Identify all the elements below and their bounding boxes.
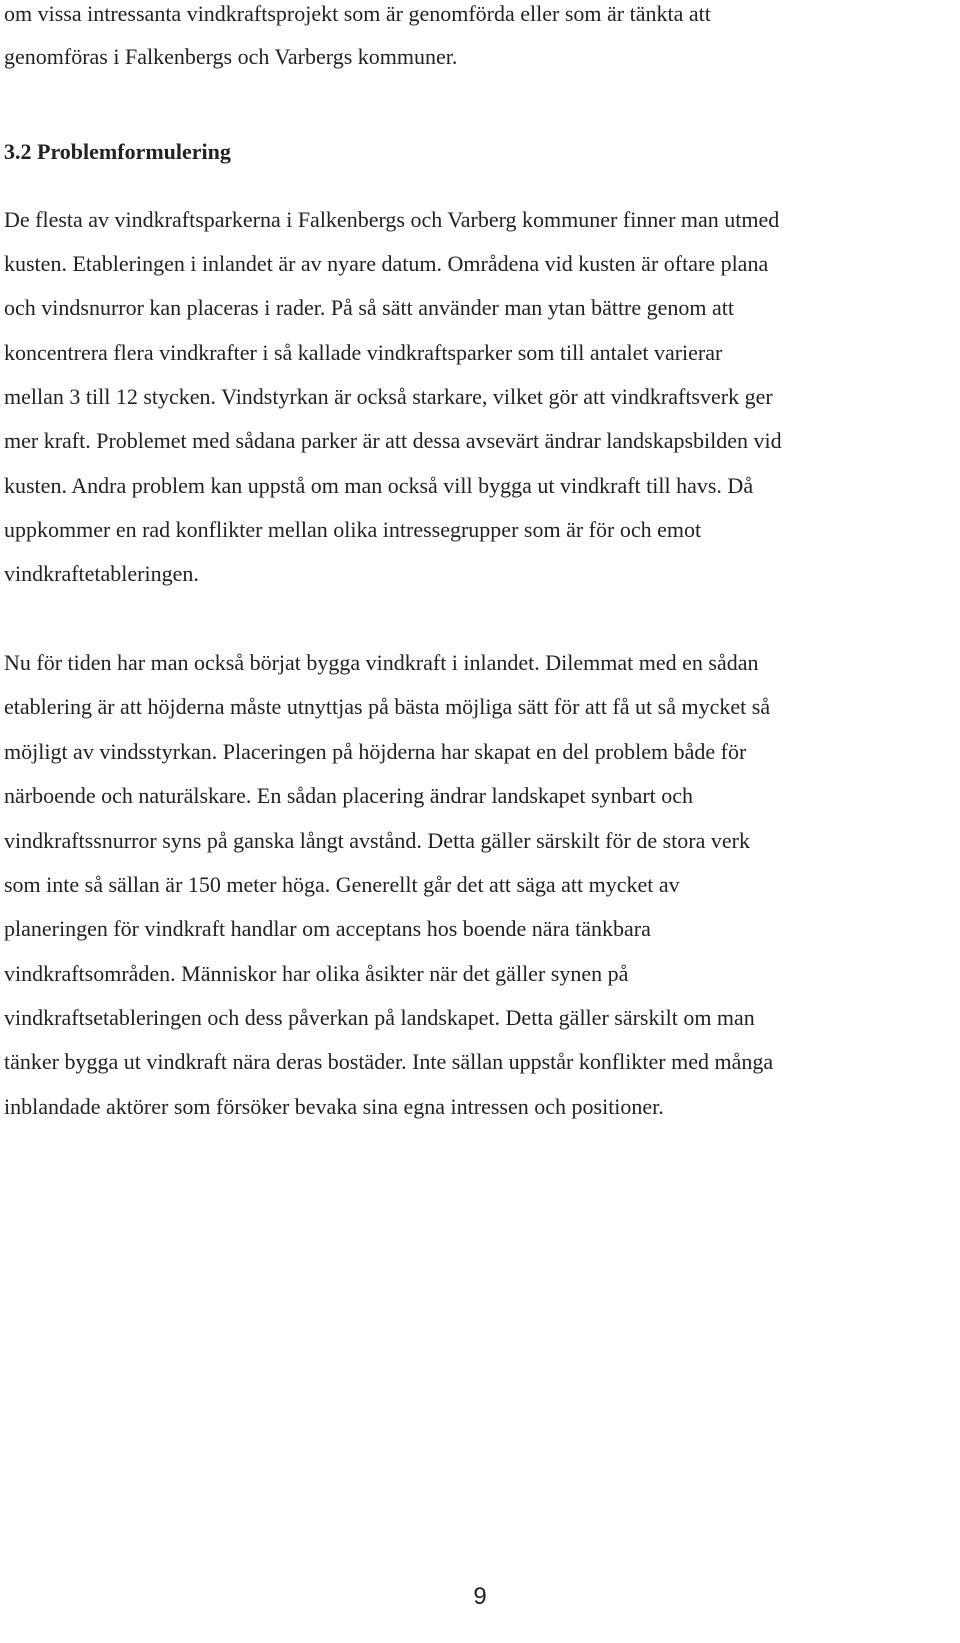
paragraph-line: vindkraftetableringen.: [4, 561, 199, 586]
paragraph-line: planeringen för vindkraft handlar om acceptans hos boende nära tänkbara: [4, 916, 651, 941]
section-heading: 3.2 Problemformulering: [4, 139, 231, 164]
intro-line: genomföras i Falkenbergs och Varbergs kommuner.: [4, 44, 458, 69]
paragraph-line: möjligt av vindsstyrkan. Placeringen på höjderna har skapat en del problem både för: [4, 739, 747, 764]
paragraph-line: vindkraftsetableringen och dess påverkan på landskapet. Detta gäller särskilt om man: [4, 1005, 755, 1030]
page-number: 9: [473, 1583, 487, 1610]
paragraph-line: De flesta av vindkraftsparkerna i Falkenbergs och Varberg kommuner finner man utmed: [4, 207, 780, 232]
paragraph-line: mer kraft. Problemet med sådana parker är att dessa avsevärt ändrar landskapsbilden vid: [4, 428, 782, 453]
paragraph-line: Nu för tiden har man också börjat bygga vindkraft i inlandet. Dilemmat med en sådan: [4, 650, 759, 675]
paragraph-line: tänker bygga ut vindkraft nära deras bostäder. Inte sällan uppstår konflikter med många: [4, 1049, 774, 1074]
paragraph-line: mellan 3 till 12 stycken. Vindstyrkan är också starkare, vilket gör att vindkraftsverk ger: [4, 384, 773, 409]
paragraph-line: närboende och naturälskare. En sådan placering ändrar landskapet synbart och: [4, 783, 694, 808]
paragraph-line: kusten. Andra problem kan uppstå om man också vill bygga ut vindkraft till havs. Då: [4, 473, 754, 498]
paragraph-line: kusten. Etableringen i inlandet är av nyare datum. Områdena vid kusten är oftare plana: [4, 251, 769, 276]
paragraph-line: vindkraftssnurror syns på ganska långt avstånd. Detta gäller särskilt för de stora verk: [4, 828, 750, 853]
paragraph-line: uppkommer en rad konflikter mellan olika intressegrupper som är för och emot: [4, 517, 702, 542]
paragraph-line: etablering är att höjderna måste utnyttjas på bästa möjliga sätt för att få ut så mycket så: [4, 694, 771, 719]
paragraph-line: och vindsnurror kan placeras i rader. På så sätt använder man ytan bättre genom att: [4, 295, 735, 320]
paragraph-line: vindkraftsområden. Människor har olika åsikter när det gäller synen på: [4, 961, 629, 986]
paragraph-line: inblandade aktörer som försöker bevaka sina egna intressen och positioner.: [4, 1094, 664, 1119]
intro-line: om vissa intressanta vindkraftsprojekt som är genomförda eller som är tänkta att: [4, 1, 711, 26]
paragraph-line: koncentrera flera vindkrafter i så kallade vindkraftsparker som till antalet varierar: [4, 340, 723, 365]
paragraph-line: som inte så sällan är 150 meter höga. Generellt går det att säga att mycket av: [4, 872, 680, 897]
